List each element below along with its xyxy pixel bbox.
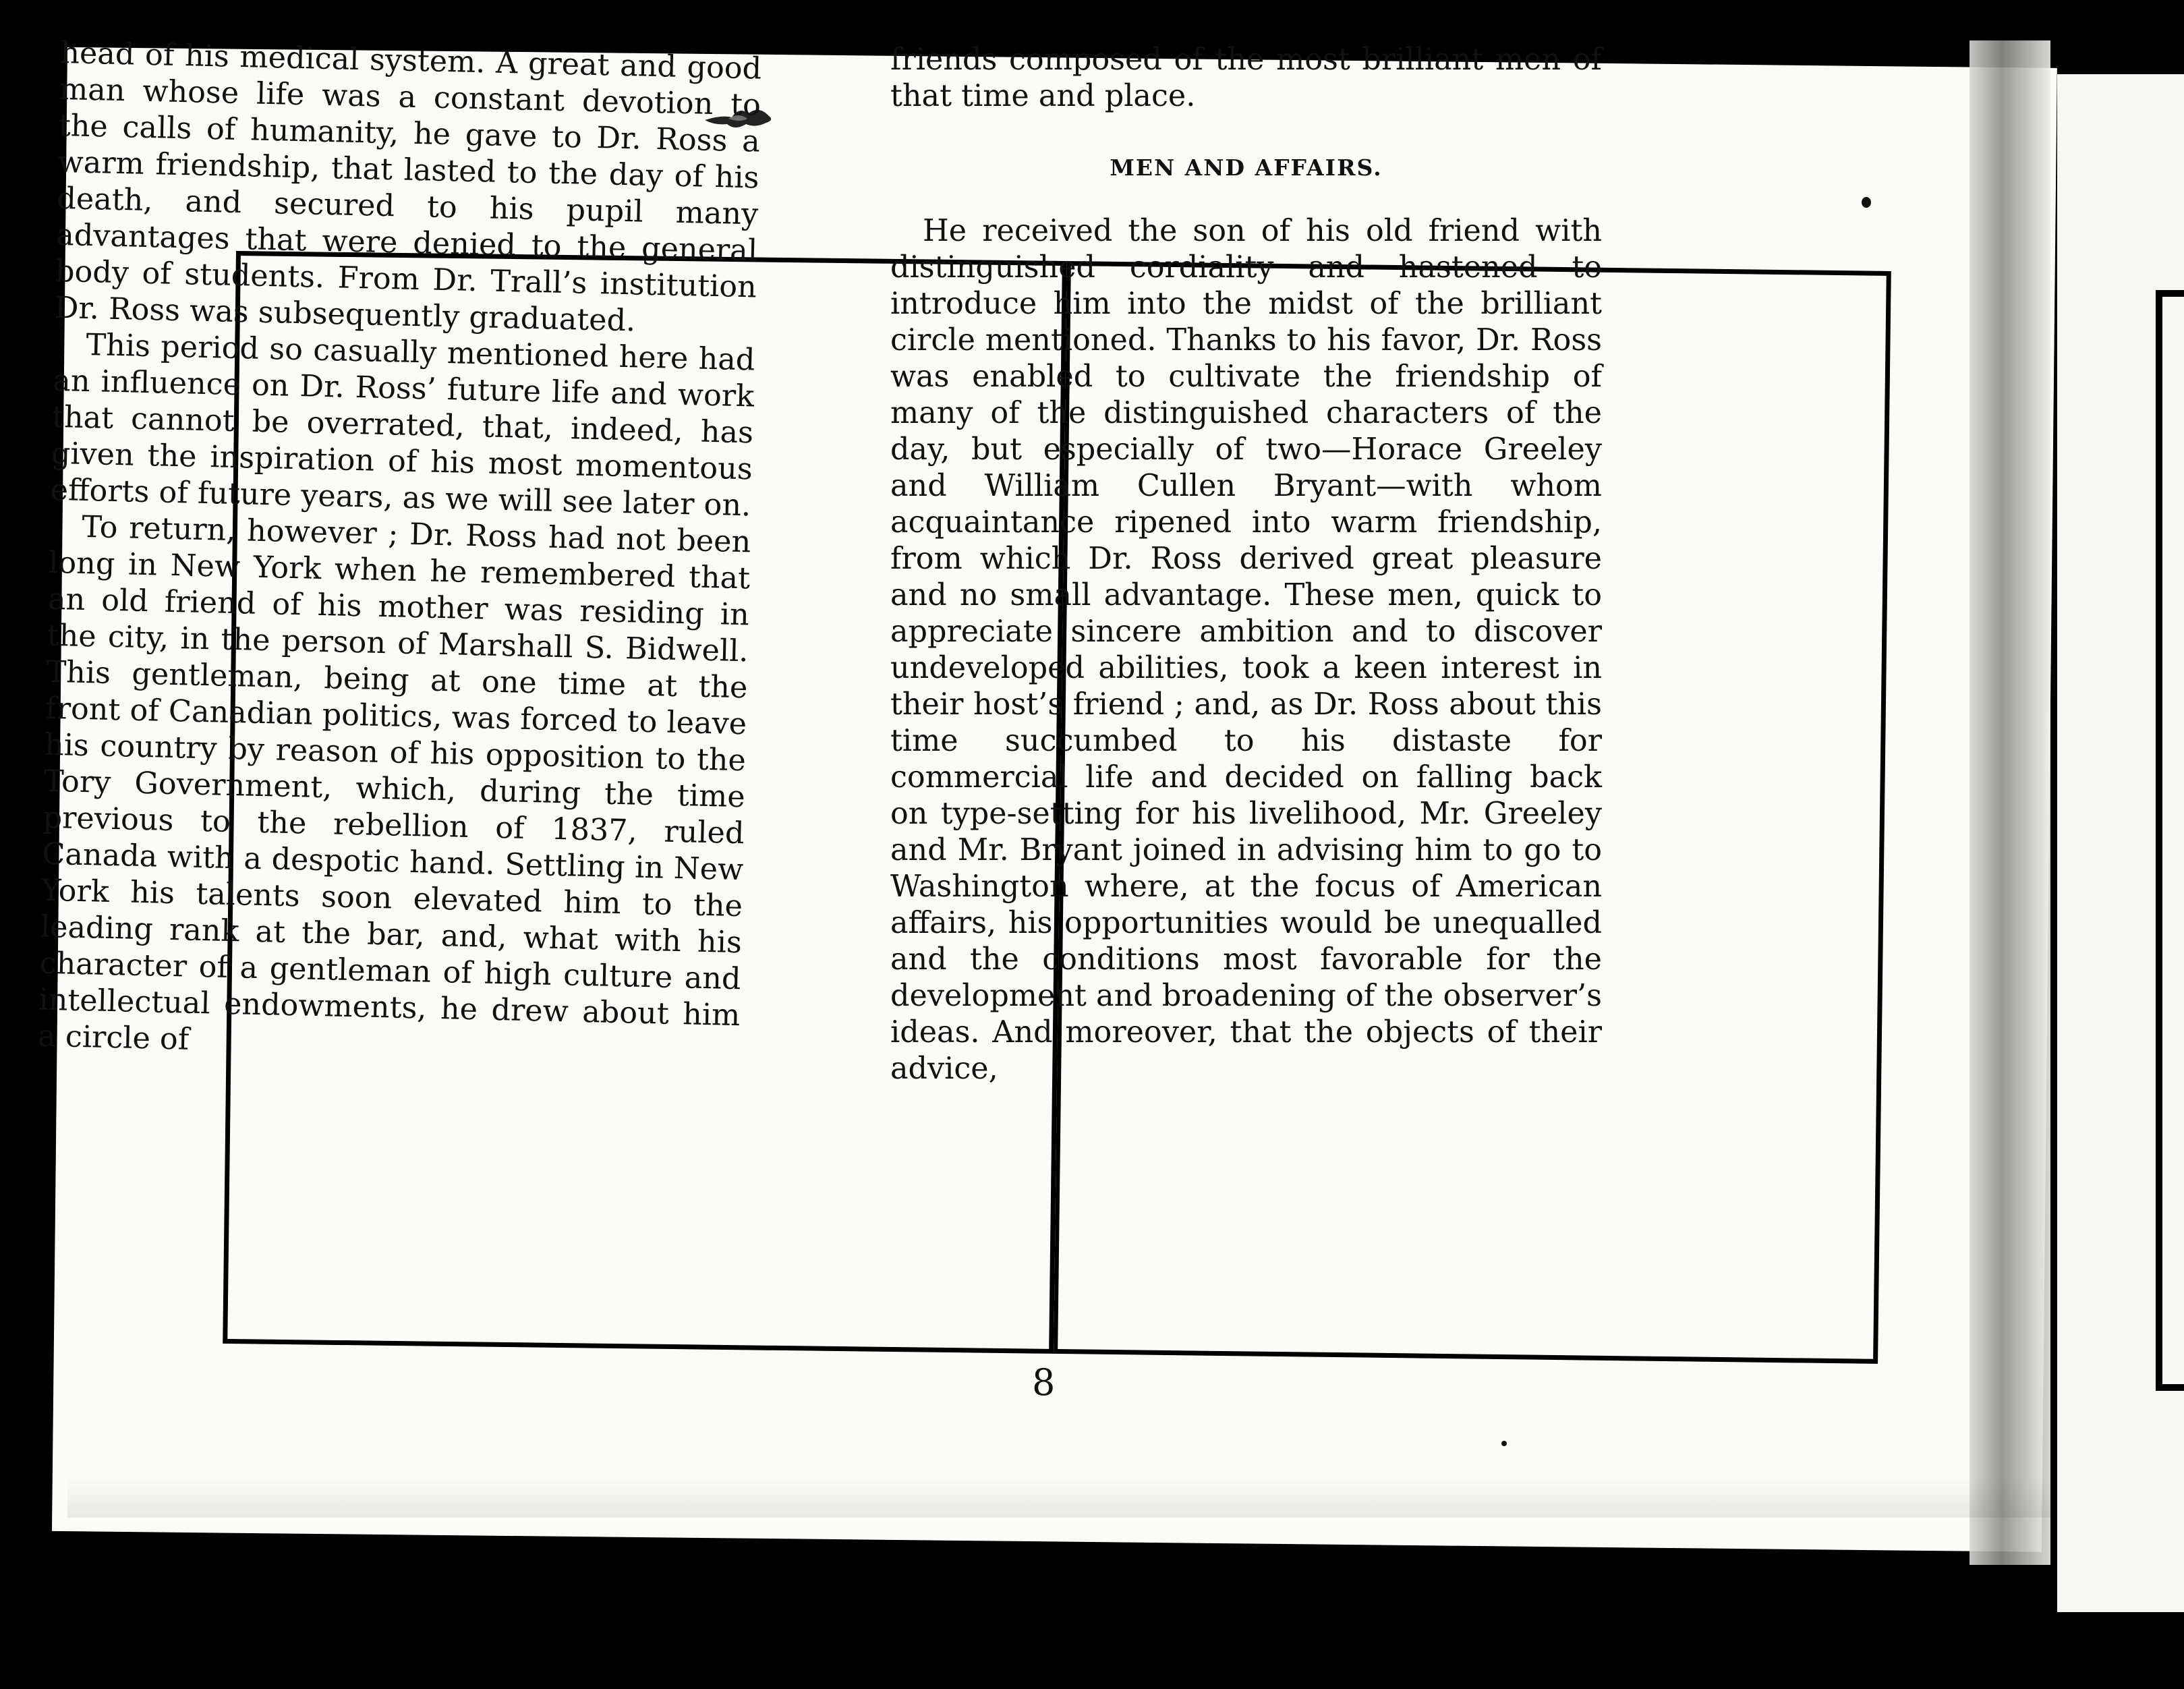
- next-page-border-top: [2156, 290, 2184, 297]
- paragraph: He received the son of his old friend with distinguished cordiality and hastened to introduce him into the midst of the brilliant circle mentioned. Thanks to his favor, Dr. Ross was enabled to cultivate the friendship of many of the distinguished characters of the day, but especially of two—Horace Greeley and William Cullen Bryant—with whom acquaintance ripened into warm friendship, from which Dr. Ross derived great pleasure and no small advantage. These men, quick to appreciate sincere ambition and to discover undeveloped abilities, took a keen interest in their host’s friend ; and, as Dr. Ross about this time succumbed to his distaste for commercial life and decided on falling back on type-setting for his livelihood, Mr. Greeley and Mr. Bryant joined in advising him to go to Washington where, at the focus of American affairs, his opportunities would be unequalled and the conditions most favorable for the development and broadening of the observer’s ideas. And moreover, that the objects of their advice,: [890, 214, 1602, 1086]
- left-column: [38, 35, 762, 1070]
- paragraph: head of his medical system. A great and good man whose life was a constant devotion to the calls of humanity, he gave to Dr. Ross a warm friendship, that lasted to the day of his death, and secured to his pupil many advantages that were denied to the general body of students. From Dr. Trall’s institution Dr. Ross was subsequently graduated.: [54, 35, 762, 339]
- right-column: [890, 42, 1602, 1087]
- speck-mark: [1862, 197, 1871, 208]
- page-number: 8: [1032, 1361, 1056, 1404]
- paragraph: To return, however ; Dr. Ross had not been long in New York when he remembered that an old friend of his mother was residing in the city, in the person of Marshall S. Bidwell. This gentleman, being at one time at the front of Canadian politics, was forced to leave his country by reason of his opposition to the Tory Government, which, during the time previous to the rebellion of 1837, ruled Canada with a despotic hand. Settling in New York his talents soon elevated him to the leading rank at the bar, and, what with his character of a gentleman of high culture and intellectual endowments, he drew about him a circle of: [37, 509, 751, 1057]
- next-page-border-rule: [2156, 290, 2162, 1390]
- next-page-edge: [2057, 74, 2184, 1612]
- page-bottom-shadow: [67, 1477, 2057, 1518]
- paragraph: This period so casually mentioned here had an influence on Dr. Ross’ future life and work that cannot be overrated, that, indeed, has given the inspiration of his most momentous efforts of future years, as we will see later on.: [50, 327, 755, 523]
- gutter-shadow: [1970, 40, 2050, 1565]
- paragraph-continuation: friends composed of the most brilliant men of that time and place.: [890, 42, 1602, 113]
- section-heading: MEN AND AFFAIRS.: [1110, 154, 1383, 181]
- speck-mark: [1501, 1441, 1507, 1446]
- next-page-border-bottom: [2156, 1384, 2184, 1391]
